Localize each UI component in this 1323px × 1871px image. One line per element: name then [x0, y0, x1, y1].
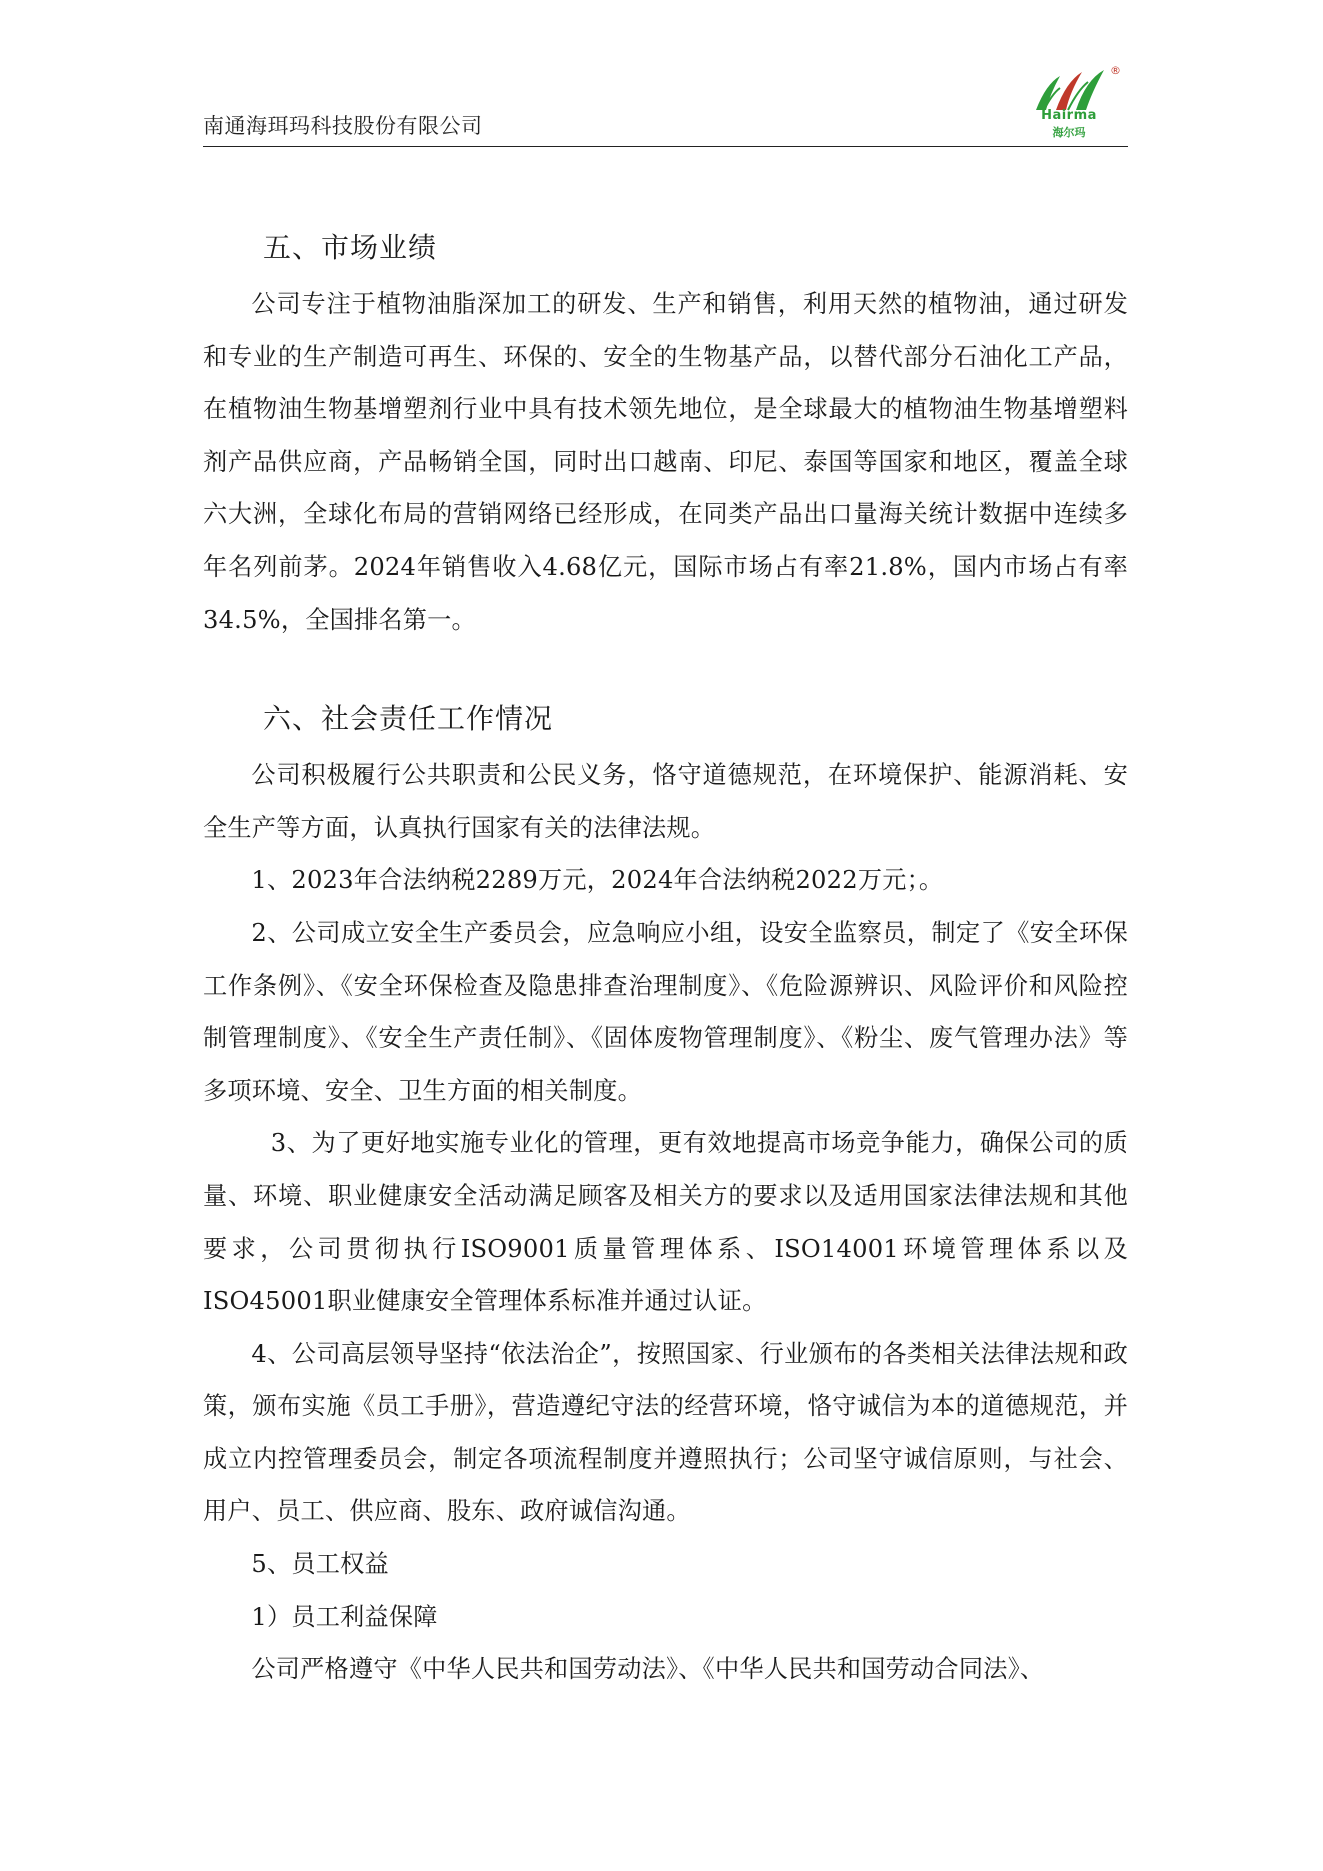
document-body [203, 222, 1128, 1696]
company-logo [1026, 64, 1122, 144]
logo-leaf-icon [1026, 64, 1122, 114]
section-6-item-5: 5、员工权益 [251, 1550, 389, 1579]
logo-text-cn: 海尔玛 [1052, 126, 1086, 139]
section-6-intro: 公司积极履行公共职责和公民义务，恪守道德规范，在环境保护、能源消耗、安全生产等方面，认真执行国家有关的法律法规。 [203, 761, 1128, 842]
section-6-item-4: 4、公司高层领导坚持“依法治企”，按照国家、行业颁布的各类相关法律法规和政策，颁布实施《员工手册》，营造遵纪守法的经营环境，恪守诚信为本的道德规范，并成立内控管理委员会，制定各项流程制度并遵照执行；公司坚守诚信原则，与社会、用户、员工、供应商、股东、政府诚信沟通。 [203, 1339, 1128, 1526]
section-6-heading: 六、社会责任工作情况 [263, 702, 554, 736]
section-6-item-1: 1、2023年合法纳税2289万元，2024年合法纳税2022万元；。 [251, 866, 944, 895]
section-6-last-paragraph: 公司严格遵守《中华人民共和国劳动法》、《中华人民共和国劳动合同法》、 [251, 1655, 1045, 1684]
registered-mark: ® [1110, 64, 1121, 77]
section-6-item-5-1: 1）员工利益保障 [251, 1602, 438, 1631]
section-6-item-3: 3、为了更好地实施专业化的管理，更有效地提高市场竞争能力，确保公司的质量、环境、职业健康安全活动满足顾客及相关方的要求以及适用国家法律法规和其他要求，公司贯彻执行ISO9001质量管理体系、ISO14001环境管理体系以及ISO45001职业健康安全管理体系标准并通过认证。 [203, 1129, 1128, 1316]
section-5-heading: 五、市场业绩 [263, 231, 438, 264]
logo-text-en: Hairma [1041, 108, 1097, 123]
section-5-paragraph: 公司专注于植物油脂深加工的研发、生产和销售，利用天然的植物油，通过研发和专业的生产制造可再生、环保的、安全的生物基产品，以替代部分石油化工产品，在植物油生物基增塑剂行业中具有技术领先地位，是全球最大的植物油生物基增塑料剂产品供应商，产品畅销全国，同时出口越南、印尼、泰国等国家和地区，覆盖全球六大洲，全球化布局的营销网络已经形成，在同类产品出口量海关统计数据中连续多年名列前茅。2024年销售收入4.68亿元，国际市场占有率21.8%，国内市场占有率34.5%，全国排名第一。 [203, 290, 1128, 634]
page-header [203, 60, 1128, 147]
header-company-name: 南通海珥玛科技股份有限公司 [203, 114, 483, 138]
section-6-item-2: 2、公司成立安全生产委员会，应急响应小组，设安全监察员，制定了《安全环保工作条例》、《安全环保检查及隐患排查治理制度》、《危险源辨识、风险评价和风险控制管理制度》、《安全生产责任制》、《固体废物管理制度》、《粉尘、废气管理办法》等多项环境、安全、卫生方面的相关制度。 [203, 918, 1128, 1105]
